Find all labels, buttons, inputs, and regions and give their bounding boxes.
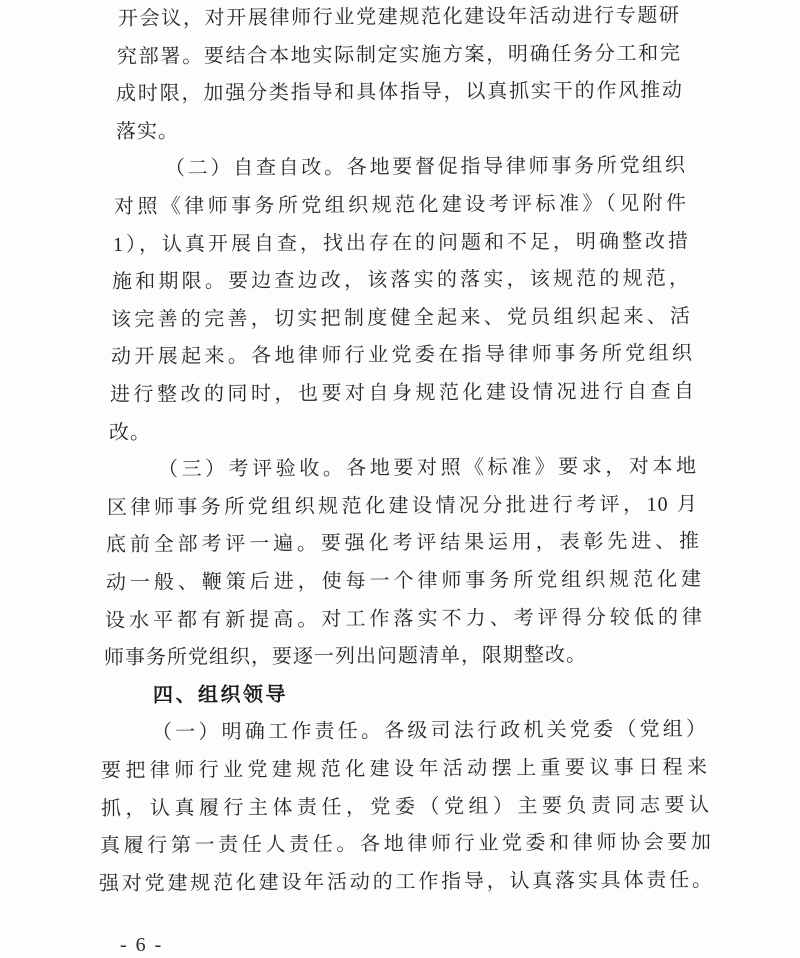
doc-line: （三）考评验收。各地要对照《标准》要求，对本地 <box>157 455 698 481</box>
doc-line: 施和期限。要边查边改，该落实的落实，该规范的规范， <box>112 267 691 294</box>
doc-line: 动开展起来。各地律师行业党委在指导律师事务所党组织 <box>110 342 693 369</box>
doc-line: 究部署。要结合本地实际制定实施方案，明确任务分工和完 <box>117 42 682 68</box>
doc-line: 成时限，加强分类指导和具体指导，以真抓实干的作风推动 <box>116 79 684 106</box>
section-heading: 四、组织领导 <box>153 683 289 707</box>
doc-line: 抓，认真履行主体责任，党委（党组）主要负责同志要认 <box>100 793 710 820</box>
doc-line: 师事务所党组织，要逐一列出问题清单，限期整改。 <box>103 644 587 670</box>
doc-line: 底前全部考评一遍。要强化考评结果运用，表彰先进、推 <box>106 530 701 557</box>
doc-line: （一）明确工作责任。各级司法行政机关党委（党组） <box>152 718 708 745</box>
page-number: - 6 - <box>120 934 164 956</box>
doc-line: 设水平都有新提高。对工作落实不力、考评得分较低的律 <box>104 605 703 632</box>
doc-line: 强对党建规范化建设年活动的工作指导，认真落实具体责任。 <box>98 869 713 895</box>
doc-line: 真履行第一责任人责任。各地律师行业党委和律师协会要加 <box>99 831 712 858</box>
doc-line: 要把律师行业党建规范化建设年活动摆上重要议事日程来 <box>101 756 709 782</box>
doc-line: 落实。 <box>115 120 179 143</box>
doc-line: 该完善的完善，切实把制度健全起来、党员组织起来、活 <box>111 305 692 331</box>
doc-line: 改。 <box>108 421 151 444</box>
doc-line: 1），认真开展自查，找出存在的问题和不足，明确整改措 <box>112 230 690 256</box>
doc-line: 动一般、鞭策后进，使每一个律师事务所党组织规范化建 <box>105 568 702 594</box>
doc-line: 区律师事务所党组织规范化建设情况分批进行考评，10 月 <box>107 493 699 519</box>
doc-line: 开会议，对开展律师行业党建规范化建设年活动进行专题研 <box>117 4 681 30</box>
doc-line: 对照《律师事务所党组织规范化建设考评标准》（见附件 <box>113 192 687 218</box>
doc-line: （二）自查自改。各地要督促指导律师事务所党组织 <box>164 154 686 181</box>
doc-line: 进行整改的同时，也要对自身规范化建设情况进行自查自 <box>109 380 695 406</box>
